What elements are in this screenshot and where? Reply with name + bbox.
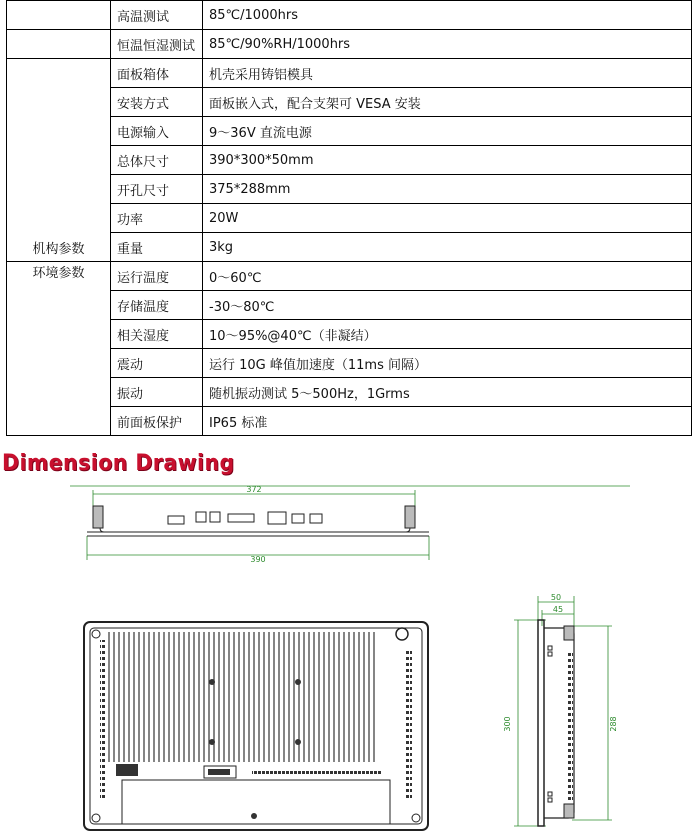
spec-key: 前面板保护 bbox=[111, 407, 203, 436]
category-environment: 环境参数 bbox=[7, 262, 111, 436]
rear-view-drawing bbox=[82, 620, 432, 832]
top-inner-width-label: 372 bbox=[246, 485, 262, 494]
spec-value: 375*288mm bbox=[203, 175, 692, 204]
spec-value: 0～60℃ bbox=[203, 262, 692, 291]
top-view-drawing bbox=[60, 478, 640, 578]
spec-value: 面板嵌入式，配合支架可 VESA 安装 bbox=[203, 88, 692, 117]
side-depth-total-label: 50 bbox=[550, 593, 562, 602]
spec-key: 高温测试 bbox=[111, 1, 203, 30]
spec-key: 重量 bbox=[111, 233, 203, 262]
table-row bbox=[7, 59, 692, 88]
spec-key: 面板箱体 bbox=[111, 59, 203, 88]
spec-value: 机壳采用铸铝模具 bbox=[203, 59, 692, 88]
side-height-outer-label: 300 bbox=[503, 716, 512, 732]
spec-value: 3kg bbox=[203, 233, 692, 262]
spec-value: 运行 10G 峰值加速度（11ms 间隔） bbox=[203, 349, 692, 378]
side-depth-inner-label: 45 bbox=[552, 605, 564, 614]
table-row bbox=[7, 262, 692, 291]
category-mechanical: 机构参数 bbox=[7, 59, 111, 262]
top-outer-width-label: 390 bbox=[250, 555, 266, 564]
side-height-inner-label: 288 bbox=[609, 716, 618, 732]
spec-table bbox=[6, 0, 692, 436]
spec-key: 相关湿度 bbox=[111, 320, 203, 349]
spec-key: 功率 bbox=[111, 204, 203, 233]
spec-value: 85℃/90%RH/1000hrs bbox=[203, 30, 692, 59]
spec-value: 20W bbox=[203, 204, 692, 233]
spec-value: 9～36V 直流电源 bbox=[203, 117, 692, 146]
spec-key: 电源输入 bbox=[111, 117, 203, 146]
table-row bbox=[7, 1, 692, 30]
spec-key: 振动 bbox=[111, 378, 203, 407]
category-cell bbox=[7, 1, 111, 30]
spec-key: 存储温度 bbox=[111, 291, 203, 320]
spec-value: 390*300*50mm bbox=[203, 146, 692, 175]
spec-key: 总体尺寸 bbox=[111, 146, 203, 175]
spec-value: 85℃/1000hrs bbox=[203, 1, 692, 30]
spec-key: 开孔尺寸 bbox=[111, 175, 203, 204]
spec-key: 恒温恒湿测试 bbox=[111, 30, 203, 59]
spec-key: 运行温度 bbox=[111, 262, 203, 291]
spec-key: 震动 bbox=[111, 349, 203, 378]
side-view-drawing bbox=[488, 586, 618, 836]
spec-value: 随机振动测试 5～500Hz，1Grms bbox=[203, 378, 692, 407]
table-row bbox=[7, 30, 692, 59]
spec-value: 10～95%@40℃（非凝结） bbox=[203, 320, 692, 349]
dimension-drawing-title: Dimension Drawing bbox=[2, 451, 235, 476]
spec-value: IP65 标准 bbox=[203, 407, 692, 436]
category-cell bbox=[7, 30, 111, 59]
spec-key: 安装方式 bbox=[111, 88, 203, 117]
spec-value: -30～80℃ bbox=[203, 291, 692, 320]
